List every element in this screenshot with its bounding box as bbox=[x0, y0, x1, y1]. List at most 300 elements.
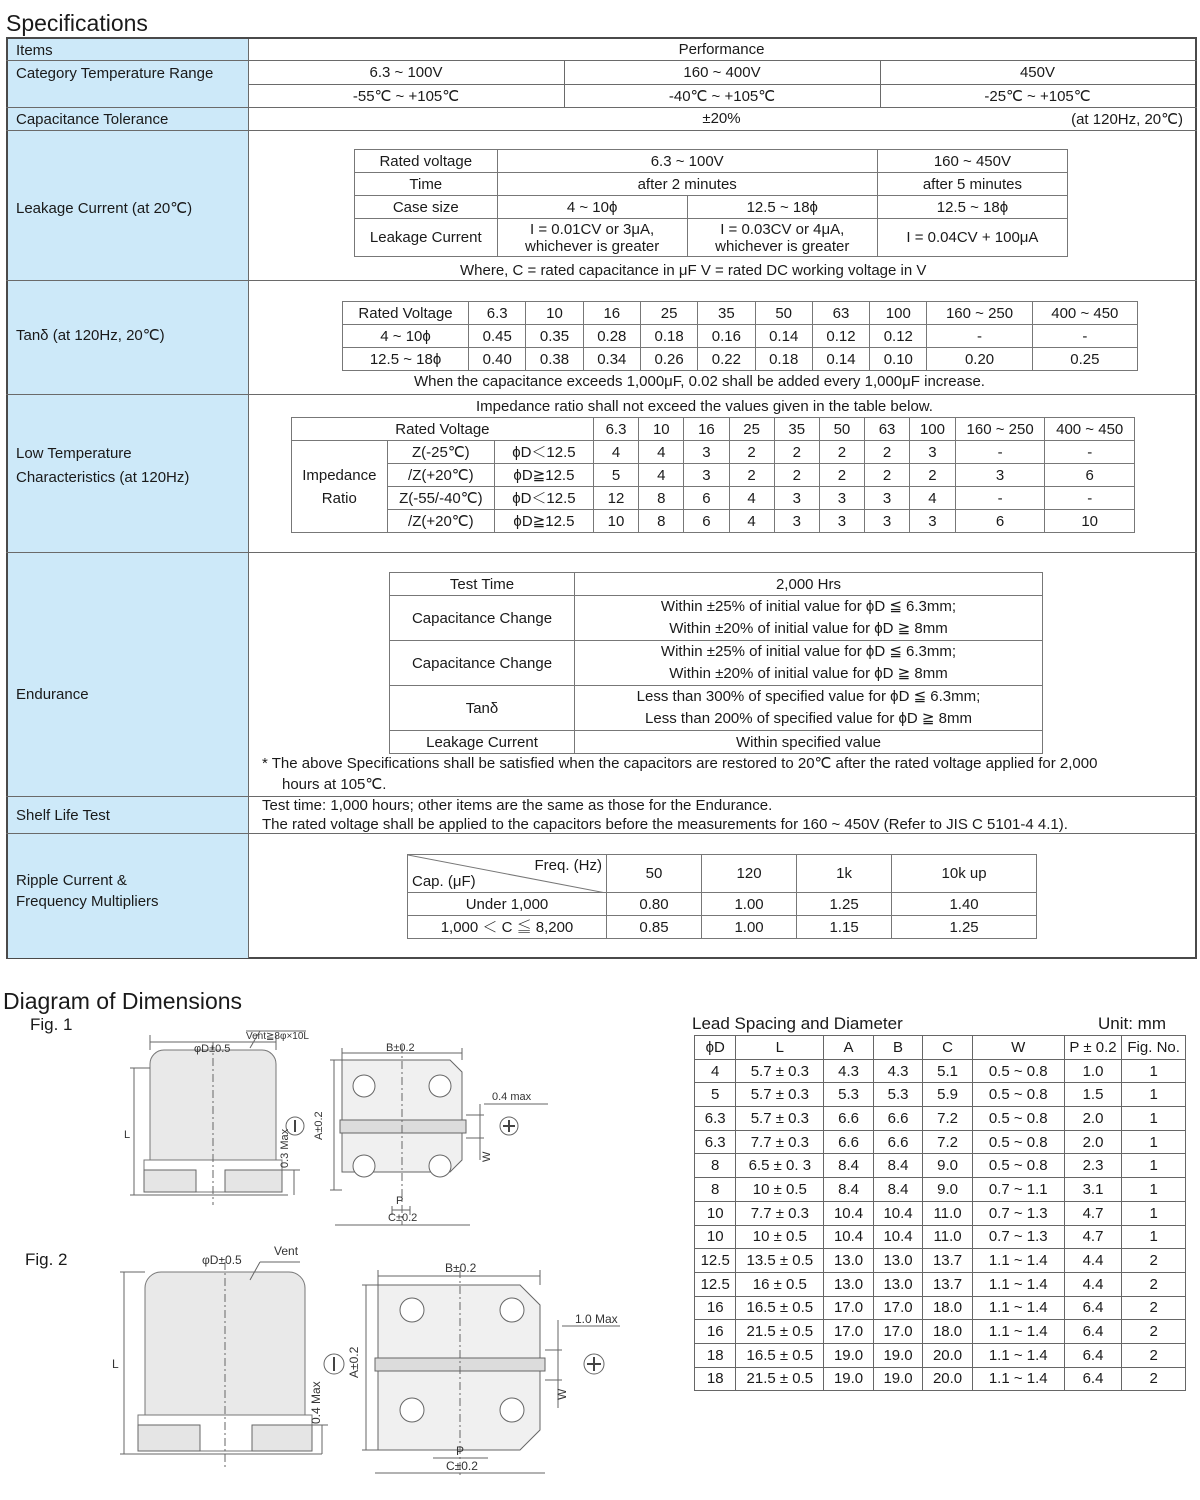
fig1-phid: φD±0.5 bbox=[194, 1043, 231, 1055]
category-temperature-label: Category Temperature Range bbox=[16, 65, 214, 82]
tan-cell: 4 ~ 10ϕ bbox=[343, 325, 469, 348]
end-line: Less than 200% of specified value for ϕD ≧ 8mm bbox=[645, 710, 972, 727]
impedance-label: Impedance bbox=[302, 466, 377, 484]
leakage-table bbox=[354, 149, 1068, 257]
end-line: Within ±25% of initial value for ϕD ≦ 6.3mm; bbox=[660, 643, 957, 660]
lead-cell: 13.5 ± 0.5 bbox=[736, 1249, 824, 1273]
fig1-b: B±0.2 bbox=[386, 1042, 415, 1054]
tan-delta-label: Tanδ (at 120Hz, 20℃) bbox=[16, 327, 165, 344]
lead-cell: 13.0 bbox=[824, 1249, 874, 1273]
leak-formula-2b: whichever is greater bbox=[715, 237, 850, 255]
lead-cell: 2.0 bbox=[1064, 1107, 1122, 1131]
fig1-label: Fig. 1 bbox=[30, 1015, 73, 1034]
lead-cell: 10 ± 0.5 bbox=[736, 1178, 824, 1202]
lowtemp-cell: ϕD＜12.5 bbox=[495, 487, 594, 510]
end-line: Within ±25% of initial value for ϕD ≦ 6.3mm; bbox=[660, 598, 957, 615]
lead-cell: 17.0 bbox=[824, 1296, 874, 1320]
lead-cell: 16.5 ± 0.5 bbox=[736, 1343, 824, 1367]
lead-cell: 0.5 ~ 0.8 bbox=[972, 1130, 1064, 1154]
lead-cell: 20.0 bbox=[923, 1343, 973, 1367]
lead-cell: 13.7 bbox=[923, 1272, 973, 1296]
lead-cell: 6.3 bbox=[695, 1107, 736, 1131]
lead-cell: 10 ± 0.5 bbox=[736, 1225, 824, 1249]
lead-cell: 17.0 bbox=[873, 1320, 923, 1344]
lowtemp-cell: 2 bbox=[774, 441, 819, 464]
low-temperature-row bbox=[6, 394, 1197, 553]
end-cell: Tanδ bbox=[390, 686, 575, 731]
lead-cell: 13.0 bbox=[824, 1272, 874, 1296]
ripple-col-header: 50 bbox=[607, 855, 702, 893]
shelf-life-line-1: Test time: 1,000 hours; other items are the same as those for the Endurance. bbox=[262, 797, 773, 814]
table-row bbox=[695, 1296, 1186, 1320]
lead-title: Lead Spacing and Diameter bbox=[692, 1014, 903, 1033]
leak-formula-2a: I = 0.03CV or 4μA, bbox=[720, 220, 845, 238]
tan-cell: 0.28 bbox=[583, 325, 640, 348]
performance-header: Performance bbox=[678, 41, 765, 58]
end-cell bbox=[575, 596, 1043, 641]
ripple-col-header: 10k up bbox=[892, 855, 1037, 893]
tan-header-cell: 6.3 bbox=[469, 302, 526, 325]
leak-formula-1b: whichever is greater bbox=[524, 237, 660, 255]
lowtemp-cell: - bbox=[1045, 487, 1135, 510]
end-cell: Leakage Current bbox=[390, 731, 575, 754]
tan-header-cell: 10 bbox=[526, 302, 583, 325]
leakage-current-row bbox=[6, 130, 1197, 281]
lowtemp-cell: 5 bbox=[593, 464, 638, 487]
lead-cell: 17.0 bbox=[873, 1296, 923, 1320]
capacitance-tolerance-row bbox=[6, 107, 1197, 131]
items-header: Items bbox=[16, 42, 53, 59]
fig2-lead: 1.0 Max bbox=[575, 1312, 618, 1326]
capacitance-tolerance-label: Capacitance Tolerance bbox=[16, 111, 169, 128]
tan-cell: 0.14 bbox=[812, 348, 869, 371]
leak-cell: 12.5 ~ 18ϕ bbox=[687, 196, 877, 219]
lead-cell: 13.7 bbox=[923, 1249, 973, 1273]
lead-cell: 16 bbox=[695, 1320, 736, 1344]
lead-cell: 18.0 bbox=[923, 1320, 973, 1344]
lead-cell: 3.1 bbox=[1064, 1178, 1122, 1202]
lead-cell: 16.5 ± 0.5 bbox=[736, 1296, 824, 1320]
fig2-l: L bbox=[112, 1357, 119, 1371]
leak-cell bbox=[497, 219, 687, 257]
shelf-life-line-2: The rated voltage shall be applied to the capacitors before the measurements for 160 ~ 450V (Refer to JIS C 5101-4 4.1). bbox=[262, 816, 1068, 833]
leakage-note: Where, C = rated capacitance in μF V = rated DC working voltage in V bbox=[460, 262, 927, 279]
lead-cell: 7.7 ± 0.3 bbox=[736, 1130, 824, 1154]
leak-cell: after 5 minutes bbox=[877, 173, 1067, 196]
endurance-label: Endurance bbox=[16, 686, 89, 703]
category-temperature-row bbox=[6, 60, 1197, 108]
ripple-corner-cell bbox=[408, 855, 607, 893]
end-cell: Capacitance Change bbox=[390, 596, 575, 641]
endurance-note-1: * The above Specifications shall be satisfied when the capacitors are restored to 20℃ after the rated voltage applied for 2,000 bbox=[262, 755, 1098, 772]
ripple-col-header: 1k bbox=[797, 855, 892, 893]
lowtemp-cell: 8 bbox=[639, 487, 684, 510]
cat-temp-1: -55℃ ~ +105℃ bbox=[352, 88, 460, 105]
fig1-l: L bbox=[124, 1129, 131, 1141]
tan-cell: 0.10 bbox=[870, 348, 927, 371]
end-line: Less than 300% of specified value for ϕD ≦ 6.3mm; bbox=[636, 688, 981, 705]
lowtemp-cell: 3 bbox=[864, 487, 909, 510]
leakage-current-label: Leakage Current (at 20℃) bbox=[16, 200, 193, 217]
fig1-drawing bbox=[110, 1020, 550, 1230]
lead-cell: 17.0 bbox=[824, 1320, 874, 1344]
tan-cell: 0.45 bbox=[469, 325, 526, 348]
lowtemp-cell: 3 bbox=[910, 510, 956, 533]
ripple-cell: 1.25 bbox=[892, 916, 1037, 939]
lowtemp-cell: 4 bbox=[729, 510, 774, 533]
lead-cell: 1.0 bbox=[1064, 1059, 1122, 1083]
lead-cell: 10.4 bbox=[873, 1201, 923, 1225]
low-temp-label-1: Low Temperature bbox=[16, 445, 132, 462]
lead-cell: 12.5 bbox=[695, 1272, 736, 1296]
lowtemp-cell: ϕD＜12.5 bbox=[495, 441, 594, 464]
table-row bbox=[695, 1154, 1186, 1178]
tan-cell: 0.14 bbox=[755, 325, 812, 348]
leak-cell: Time bbox=[355, 173, 498, 196]
ripple-cell: 1.40 bbox=[892, 893, 1037, 916]
ratio-label: Ratio bbox=[321, 489, 357, 507]
end-cell: 2,000 Hrs bbox=[575, 573, 1043, 596]
lowtemp-header-cell: 6.3 bbox=[593, 418, 638, 441]
lead-cell: 16 ± 0.5 bbox=[736, 1272, 824, 1296]
lowtemp-cell: 4 bbox=[910, 487, 956, 510]
fig2-label: Fig. 2 bbox=[25, 1250, 68, 1269]
lowtemp-cell: 3 bbox=[684, 441, 729, 464]
lead-cell: 1 bbox=[1122, 1083, 1186, 1107]
capacitance-tolerance-value: ±20% bbox=[702, 110, 741, 127]
lowtemp-cell: 12 bbox=[593, 487, 638, 510]
fig1-lead: 0.4 max bbox=[492, 1091, 532, 1103]
lead-cell: 11.0 bbox=[923, 1225, 973, 1249]
lead-cell: 8 bbox=[695, 1154, 736, 1178]
lead-cell: 5.7 ± 0.3 bbox=[736, 1059, 824, 1083]
endurance-note-2: hours at 105℃. bbox=[282, 776, 387, 793]
lowtemp-header-cell: 100 bbox=[910, 418, 956, 441]
ripple-cell: 0.80 bbox=[607, 893, 702, 916]
lowtemp-cell: Z(-55/-40℃) bbox=[387, 487, 494, 510]
lead-cell: 2 bbox=[1122, 1320, 1186, 1344]
lead-cell: 4.7 bbox=[1064, 1225, 1122, 1249]
lead-cell: 2 bbox=[1122, 1367, 1186, 1391]
lowtemp-cell: 2 bbox=[864, 441, 909, 464]
lead-table bbox=[694, 1035, 1186, 1391]
lowtemp-cell: 6 bbox=[684, 487, 729, 510]
lead-cell: 5.3 bbox=[873, 1083, 923, 1107]
leak-cell: I = 0.04CV + 100μA bbox=[877, 219, 1067, 257]
tan-delta-table bbox=[342, 301, 1138, 371]
lead-cell: 2.3 bbox=[1064, 1154, 1122, 1178]
lowtemp-cell: 3 bbox=[819, 487, 864, 510]
leak-cell: Case size bbox=[355, 196, 498, 219]
fig2-w: W bbox=[555, 1388, 569, 1400]
end-line: Within ±20% of initial value for ϕD ≧ 8mm bbox=[669, 620, 948, 637]
tan-cell: 0.12 bbox=[870, 325, 927, 348]
lead-cell: 10 bbox=[695, 1225, 736, 1249]
ripple-cell: 1,000 ＜ C ≦ 8,200 bbox=[408, 916, 607, 939]
lead-header-cell: A bbox=[824, 1036, 874, 1060]
tan-header-cell: 160 ~ 250 bbox=[927, 302, 1032, 325]
lead-cell: 10.4 bbox=[824, 1201, 874, 1225]
lead-cell: 9.0 bbox=[923, 1154, 973, 1178]
lowtemp-cell: 2 bbox=[864, 464, 909, 487]
lead-header-cell: W bbox=[972, 1036, 1064, 1060]
tan-delta-row bbox=[6, 280, 1197, 395]
fig1-vent: Vent≧8φ×10L bbox=[246, 1031, 309, 1042]
lead-cell: 6.3 bbox=[695, 1130, 736, 1154]
freq-header: Freq. (Hz) bbox=[534, 857, 602, 874]
tan-cell: 0.26 bbox=[640, 348, 697, 371]
tan-header-cell: 100 bbox=[870, 302, 927, 325]
lead-cell: 1.1 ~ 1.4 bbox=[972, 1367, 1064, 1391]
tan-cell: 0.25 bbox=[1032, 348, 1137, 371]
ripple-table bbox=[407, 854, 1037, 939]
lowtemp-cell: /Z(+20℃) bbox=[387, 510, 494, 533]
lead-cell: 4.3 bbox=[824, 1059, 874, 1083]
leak-cell bbox=[687, 219, 877, 257]
lead-cell: 1.5 bbox=[1064, 1083, 1122, 1107]
lead-cell: 1 bbox=[1122, 1059, 1186, 1083]
table-row bbox=[695, 1201, 1186, 1225]
tan-cell: - bbox=[1032, 325, 1137, 348]
leak-cell: 12.5 ~ 18ϕ bbox=[877, 196, 1067, 219]
tan-cell: 0.18 bbox=[755, 348, 812, 371]
table-row bbox=[695, 1249, 1186, 1273]
lead-unit: Unit: mm bbox=[1098, 1014, 1166, 1033]
tan-cell: 0.16 bbox=[698, 325, 755, 348]
leak-cell: Rated voltage bbox=[355, 150, 498, 173]
lowtemp-cell: - bbox=[955, 441, 1045, 464]
tan-cell: 0.18 bbox=[640, 325, 697, 348]
shelf-life-row bbox=[6, 796, 1197, 834]
fig2-b: B±0.2 bbox=[445, 1261, 477, 1275]
lead-cell: 2 bbox=[1122, 1343, 1186, 1367]
lead-cell: 4 bbox=[695, 1059, 736, 1083]
fig1-c: C±0.2 bbox=[388, 1212, 418, 1224]
lowtemp-cell: 2 bbox=[729, 441, 774, 464]
lead-cell: 7.7 ± 0.3 bbox=[736, 1201, 824, 1225]
lowtemp-header-cell: Rated Voltage bbox=[292, 418, 594, 441]
lead-header-cell: P ± 0.2 bbox=[1064, 1036, 1122, 1060]
lead-cell: 5.9 bbox=[923, 1083, 973, 1107]
end-cell: Capacitance Change bbox=[390, 641, 575, 686]
lowtemp-cell: ϕD≧12.5 bbox=[495, 464, 594, 487]
lowtemp-header-cell: 160 ~ 250 bbox=[955, 418, 1045, 441]
lead-cell: 1.1 ~ 1.4 bbox=[972, 1272, 1064, 1296]
fig1-p: P bbox=[396, 1195, 404, 1207]
capacitance-tolerance-condition: (at 120Hz, 20℃) bbox=[1071, 111, 1183, 128]
lead-cell: 21.5 ± 0.5 bbox=[736, 1320, 824, 1344]
fig2-c: C±0.2 bbox=[446, 1459, 478, 1473]
lowtemp-cell: 4 bbox=[729, 487, 774, 510]
lead-cell: 5.3 bbox=[824, 1083, 874, 1107]
lead-cell: 13.0 bbox=[873, 1249, 923, 1273]
lowtemp-cell: 4 bbox=[639, 441, 684, 464]
cat-voltage-2: 160 ~ 400V bbox=[683, 64, 761, 81]
ripple-label-1: Ripple Current & bbox=[16, 872, 127, 889]
lead-header-cell: L bbox=[736, 1036, 824, 1060]
lead-cell: 6.6 bbox=[873, 1130, 923, 1154]
lowtemp-cell: 2 bbox=[819, 441, 864, 464]
lead-cell: 13.0 bbox=[873, 1272, 923, 1296]
lead-cell: 6.4 bbox=[1064, 1320, 1122, 1344]
lowtemp-cell: 2 bbox=[910, 464, 956, 487]
lead-cell: 1.1 ~ 1.4 bbox=[972, 1296, 1064, 1320]
table-row bbox=[695, 1367, 1186, 1391]
fig1-max: 0.3 Max bbox=[279, 1128, 291, 1168]
lowtemp-header-cell: 16 bbox=[684, 418, 729, 441]
lead-cell: 10 bbox=[695, 1201, 736, 1225]
lead-cell: 0.7 ~ 1.1 bbox=[972, 1178, 1064, 1202]
lead-cell: 6.4 bbox=[1064, 1296, 1122, 1320]
lead-cell: 6.6 bbox=[824, 1107, 874, 1131]
lead-cell: 11.0 bbox=[923, 1201, 973, 1225]
lead-cell: 5.7 ± 0.3 bbox=[736, 1083, 824, 1107]
lowtemp-header-cell: 25 bbox=[729, 418, 774, 441]
impedance-ratio-cell bbox=[292, 441, 388, 533]
lead-cell: 19.0 bbox=[824, 1343, 874, 1367]
lead-cell: 1.1 ~ 1.4 bbox=[972, 1249, 1064, 1273]
lowtemp-cell: 6 bbox=[684, 510, 729, 533]
fig2-p: P bbox=[456, 1444, 465, 1458]
lead-cell: 1 bbox=[1122, 1225, 1186, 1249]
lowtemp-header-cell: 50 bbox=[819, 418, 864, 441]
tan-delta-note: When the capacitance exceeds 1,000μF, 0.02 shall be added every 1,000μF increase. bbox=[414, 373, 985, 390]
lead-header-cell: B bbox=[873, 1036, 923, 1060]
lead-cell: 16 bbox=[695, 1296, 736, 1320]
ripple-label-2: Frequency Multipliers bbox=[16, 893, 159, 910]
cap-header: Cap. (μF) bbox=[412, 873, 476, 890]
end-cell bbox=[575, 686, 1043, 731]
lowtemp-cell: 3 bbox=[819, 510, 864, 533]
tan-cell: 0.38 bbox=[526, 348, 583, 371]
tan-cell: 0.35 bbox=[526, 325, 583, 348]
tan-cell: 0.34 bbox=[583, 348, 640, 371]
fig1-a: A±0.2 bbox=[313, 1111, 325, 1140]
cat-voltage-1: 6.3 ~ 100V bbox=[369, 64, 443, 81]
tan-header-cell: 35 bbox=[698, 302, 755, 325]
lead-cell: 19.0 bbox=[824, 1367, 874, 1391]
tan-cell: 12.5 ~ 18ϕ bbox=[343, 348, 469, 371]
lowtemp-cell: Z(-25℃) bbox=[387, 441, 494, 464]
lowtemp-cell: 2 bbox=[774, 464, 819, 487]
lowtemp-cell: 8 bbox=[639, 510, 684, 533]
leak-cell: 4 ~ 10ϕ bbox=[497, 196, 687, 219]
ripple-cell: 0.85 bbox=[607, 916, 702, 939]
leak-cell: 6.3 ~ 100V bbox=[497, 150, 877, 173]
lead-cell: 6.4 bbox=[1064, 1367, 1122, 1391]
lead-cell: 12.5 bbox=[695, 1249, 736, 1273]
lead-cell: 19.0 bbox=[873, 1367, 923, 1391]
spec-header-row bbox=[6, 37, 1197, 62]
table-row bbox=[695, 1225, 1186, 1249]
fig1-w: W bbox=[481, 1151, 493, 1162]
table-row bbox=[695, 1083, 1186, 1107]
lead-cell: 2 bbox=[1122, 1296, 1186, 1320]
dimensions-title: Diagram of Dimensions bbox=[3, 988, 243, 1014]
lead-cell: 6.6 bbox=[873, 1107, 923, 1131]
table-row bbox=[695, 1343, 1186, 1367]
lowtemp-header-cell: 400 ~ 450 bbox=[1045, 418, 1135, 441]
lead-cell: 5 bbox=[695, 1083, 736, 1107]
ripple-current-row bbox=[6, 833, 1197, 958]
lead-cell: 1 bbox=[1122, 1154, 1186, 1178]
lead-cell: 7.2 bbox=[923, 1107, 973, 1131]
lowtemp-cell: 3 bbox=[774, 510, 819, 533]
fig2-phid: φD±0.5 bbox=[202, 1253, 242, 1267]
lowtemp-cell: 3 bbox=[910, 441, 956, 464]
lowtemp-cell: 6 bbox=[955, 510, 1045, 533]
lowtemp-header-cell: 63 bbox=[864, 418, 909, 441]
tan-cell: 0.40 bbox=[469, 348, 526, 371]
leak-cell: 160 ~ 450V bbox=[877, 150, 1067, 173]
lowtemp-cell: /Z(+20℃) bbox=[387, 464, 494, 487]
lead-cell: 9.0 bbox=[923, 1178, 973, 1202]
tan-header-cell: 63 bbox=[812, 302, 869, 325]
lowtemp-cell: 2 bbox=[729, 464, 774, 487]
lead-cell: 4.3 bbox=[873, 1059, 923, 1083]
lead-cell: 1 bbox=[1122, 1107, 1186, 1131]
leak-cell: Leakage Current bbox=[355, 219, 498, 257]
specifications-title: Specifications bbox=[6, 10, 148, 36]
specifications-table bbox=[6, 37, 1197, 959]
lead-cell: 8.4 bbox=[824, 1154, 874, 1178]
table-row bbox=[695, 1320, 1186, 1344]
lead-cell: 2 bbox=[1122, 1249, 1186, 1273]
lowtemp-cell: 3 bbox=[955, 464, 1045, 487]
end-cell: Within specified value bbox=[575, 731, 1043, 754]
tan-header-cell: 25 bbox=[640, 302, 697, 325]
lead-cell: 8.4 bbox=[824, 1178, 874, 1202]
table-row bbox=[695, 1178, 1186, 1202]
end-cell: Test Time bbox=[390, 573, 575, 596]
end-cell bbox=[575, 641, 1043, 686]
lead-cell: 0.7 ~ 1.3 bbox=[972, 1201, 1064, 1225]
lowtemp-cell: ϕD≧12.5 bbox=[495, 510, 594, 533]
table-row bbox=[695, 1107, 1186, 1131]
lead-cell: 7.2 bbox=[923, 1130, 973, 1154]
lead-cell: 8 bbox=[695, 1178, 736, 1202]
tan-cell: 0.20 bbox=[927, 348, 1032, 371]
lowtemp-cell: 4 bbox=[639, 464, 684, 487]
lead-cell: 0.5 ~ 0.8 bbox=[972, 1059, 1064, 1083]
lowtemp-cell: 4 bbox=[593, 441, 638, 464]
tan-cell: 0.22 bbox=[698, 348, 755, 371]
low-temp-label-2: Characteristics (at 120Hz) bbox=[16, 469, 190, 486]
lead-cell: 1 bbox=[1122, 1130, 1186, 1154]
lowtemp-cell: 6 bbox=[1045, 464, 1135, 487]
lead-cell: 0.5 ~ 0.8 bbox=[972, 1083, 1064, 1107]
lead-cell: 19.0 bbox=[873, 1343, 923, 1367]
lead-header-cell: Fig. No. bbox=[1122, 1036, 1186, 1060]
fig2-a: A±0.2 bbox=[347, 1346, 361, 1378]
ripple-cell: 1.00 bbox=[702, 916, 797, 939]
lead-cell: 6.4 bbox=[1064, 1343, 1122, 1367]
lead-cell: 20.0 bbox=[923, 1367, 973, 1391]
lead-cell: 8.4 bbox=[873, 1154, 923, 1178]
lowtemp-cell: 2 bbox=[819, 464, 864, 487]
table-row bbox=[695, 1272, 1186, 1296]
lead-cell: 0.5 ~ 0.8 bbox=[972, 1107, 1064, 1131]
lead-cell: 0.5 ~ 0.8 bbox=[972, 1154, 1064, 1178]
lowtemp-cell: 3 bbox=[684, 464, 729, 487]
lead-header-cell: ϕD bbox=[695, 1036, 736, 1060]
endurance-row bbox=[6, 552, 1197, 797]
lead-cell: 5.1 bbox=[923, 1059, 973, 1083]
lead-cell: 0.7 ~ 1.3 bbox=[972, 1225, 1064, 1249]
lead-cell: 2.0 bbox=[1064, 1130, 1122, 1154]
endurance-table bbox=[389, 572, 1043, 754]
lowtemp-header-cell: 10 bbox=[639, 418, 684, 441]
